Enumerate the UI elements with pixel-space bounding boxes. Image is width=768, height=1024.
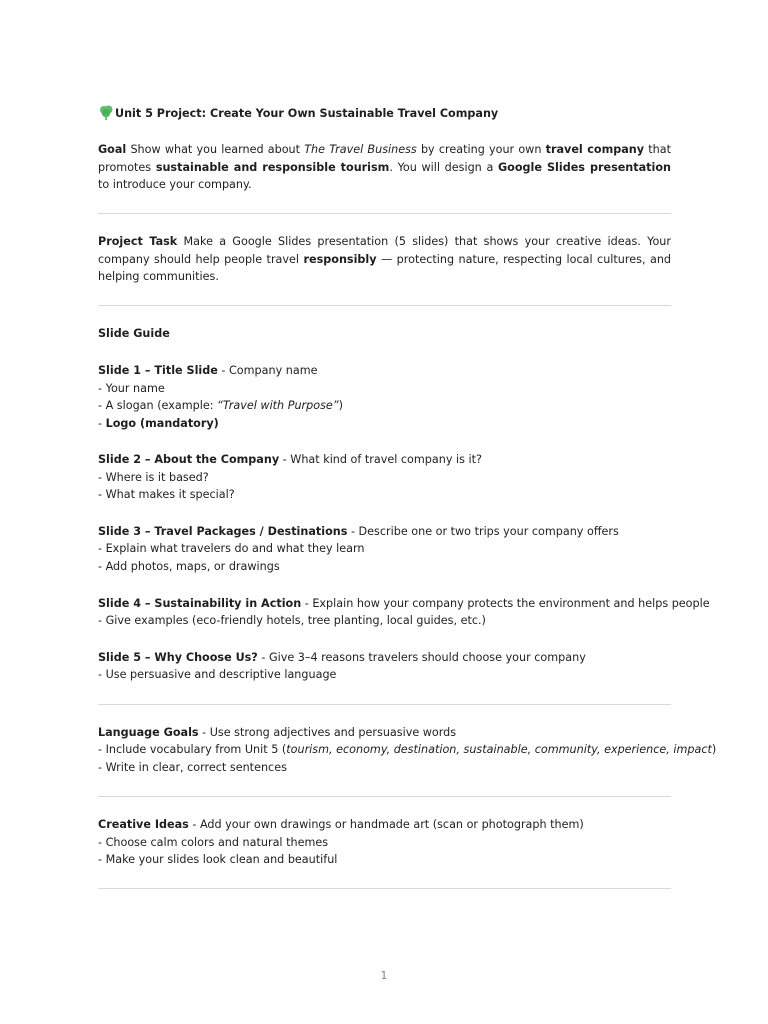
language-goals-item: - Include vocabulary from Unit 5 (tourism, economy, destination, sustainable, community, experience, impact) [98,743,717,756]
creative-ideas-heading: Creative Ideas - Add your own drawings or handmade art (scan or photograph them) [98,818,584,831]
slide1-item: - Logo (mandatory) [98,417,219,430]
slide3-item: - Explain what travelers do and what they learn [98,542,365,555]
creative-ideas-item: - Choose calm colors and natural themes [98,836,329,849]
slide2-item: - Where is it based? [98,471,209,484]
slide3-heading: Slide 3 – Travel Packages / Destinations - Describe one or two trips your company offers [98,525,619,538]
slide1-heading: Slide 1 – Title Slide - Company name [98,364,318,377]
goal-label: Goal [98,143,127,156]
slide4-item: - Give examples (eco-friendly hotels, tree planting, local guides, etc.) [98,614,486,627]
section-divider [98,796,671,797]
title-row [98,104,498,122]
slide2-item: - What makes it special? [98,488,235,501]
slide5-heading: Slide 5 – Why Choose Us? - Give 3–4 reasons travelers should choose your company [98,651,586,664]
slide5-item: - Use persuasive and descriptive language [98,668,337,681]
slide4-heading: Slide 4 – Sustainability in Action - Explain how your company protects the environment and helps people [98,597,710,610]
project-task-paragraph: Project Task Make a Google Slides presentation (5 slides) that shows your creative ideas. Your company should help people travel responsibly — protecting nature, respecting local cultures, and helping communities. [98,235,672,283]
language-goals-heading: Language Goals - Use strong adjectives and persuasive words [98,726,457,739]
page-title: Unit 5 Project: Create Your Own Sustainable Travel Company [115,106,499,120]
creative-ideas-item: - Make your slides look clean and beautiful [98,853,338,866]
slide2-heading: Slide 2 – About the Company - What kind of travel company is it? [98,453,482,466]
section-divider [98,704,671,705]
project-task-label: Project Task [98,235,178,248]
slide-guide-heading: Slide Guide [98,327,170,340]
deciduous-tree-icon [98,104,114,122]
section-divider [98,305,671,306]
section-divider [98,888,671,889]
slide3-item: - Add photos, maps, or drawings [98,560,280,573]
slide1-item: - A slogan (example: “Travel with Purpose”) [98,399,343,412]
language-goals-item: - Write in clear, correct sentences [98,761,287,774]
goal-paragraph: Goal Show what you learned about The Travel Business by creating your own travel company that promotes sustainable and responsible tourism. You will design a Google Slides presentation to introduce your company. [98,143,672,191]
slide1-item: - Your name [98,382,165,395]
page-number: 1 [380,970,388,982]
section-divider [98,213,671,214]
